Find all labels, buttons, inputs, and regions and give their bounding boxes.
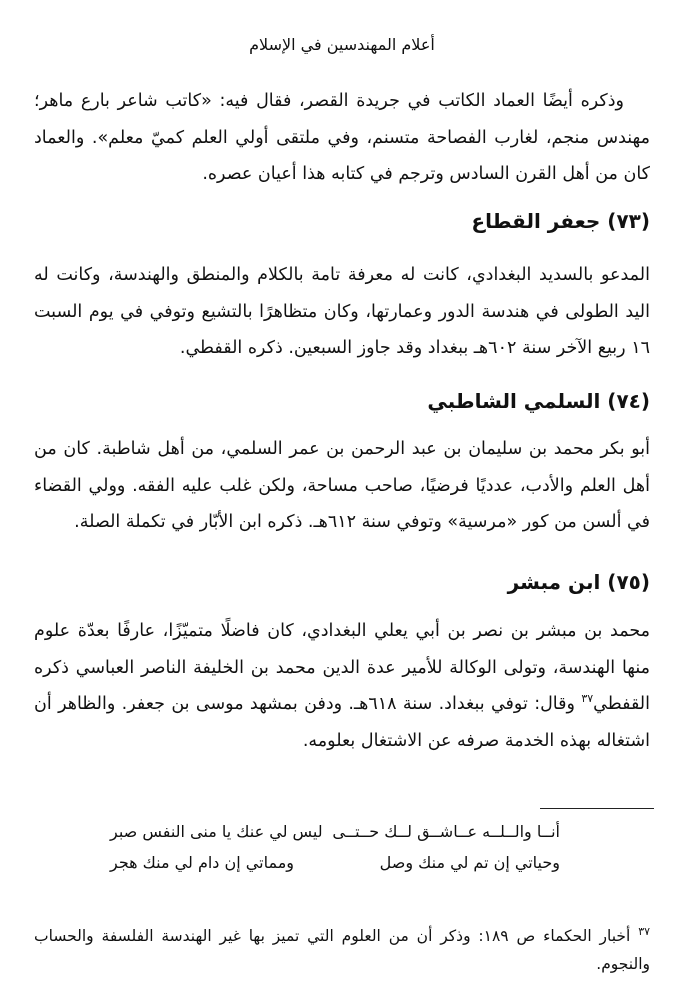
running-title: أعلام المهندسين في الإسلام bbox=[249, 35, 435, 54]
entry-text-73: المدعو بالسديد البغدادي، كانت له معرفة تامة بالكلام والمنطق والهندسة، وكانت له اليد الطولى في هندسة الدور وعمارتها، وكان متظاهرًا بالتشيع وتوفي في يوم السبت ١٦ ربيع الآخر سنة ٦٠٢هـ ببغداد وقد جاوز السبعين. ذكره القفطي. bbox=[34, 265, 650, 358]
entry-text-75 bbox=[34, 613, 650, 759]
footnote-text-line bbox=[34, 922, 650, 978]
entry-heading-73: (٧٣) جعفر القطاع bbox=[471, 209, 650, 233]
entry-heading-74: (٧٤) السلمي الشاطبي bbox=[427, 389, 650, 413]
verse-1-first-hemistich: أنــا والــلــه عــاشــق لــك حــتــى bbox=[332, 822, 560, 841]
footnote-reference[interactable]: ٣٧ bbox=[581, 692, 594, 706]
intro-paragraph bbox=[34, 83, 650, 193]
footnote bbox=[34, 922, 650, 978]
footnote-number: ٣٧ bbox=[638, 924, 651, 938]
verse-line-2 bbox=[110, 851, 560, 875]
footnote-text: أخبار الحكماء ص ١٨٩: وذكر أن من العلوم التي تميز بها غير الهندسة الفلسفة والحساب والنجوم. bbox=[34, 927, 650, 973]
footnote-divider bbox=[540, 808, 654, 809]
verse-2-second-hemistich: ومماتي إن دام لي منك هجر bbox=[110, 853, 294, 872]
entry-paragraph-74 bbox=[34, 431, 650, 541]
verse-2-first-hemistich: وحياتي إن تم لي منك وصل bbox=[379, 853, 560, 872]
verse-line-1 bbox=[110, 820, 560, 844]
entry-paragraph-73 bbox=[34, 257, 650, 367]
entry-heading-75: (٧٥) ابن مبشر bbox=[507, 570, 650, 594]
intro-text: وذكره أيضًا العماد الكاتب في جريدة القصر، فقال فيه: «كاتب شاعر بارع ماهر؛ مهندس منجم، لغارب الفصاحة متسنم، وفي ملتقى أولي العلم كميّ معلم». والعماد كان من أهل القرن السادس وترجم في كتابه هذا أعيان عصره. bbox=[34, 91, 650, 184]
verse-1-second-hemistich: ليس لي عنك يا منى النفس صبر bbox=[110, 822, 323, 841]
entry-paragraph-75 bbox=[34, 613, 650, 759]
entry-text-75-part-2: وقال: توفي ببغداد. سنة ٦١٨هـ. ودفن بمشهد موسى بن جعفر. والظاهر أن اشتغاله بهذه الخدمة صرفه عن الاشتغال بعلومه. bbox=[34, 694, 650, 751]
entry-text-75-part-1: محمد بن مبشر بن نصر بن أبي يعلي البغدادي، كان فاضلًا متميّزًا، عارفًا بعدّة علوم منها الهندسة، وتولى الوكالة للأمير عدة الدين محمد بن الخليفة الناصر العباسي ذكره القفطي bbox=[34, 621, 650, 714]
entry-text-74: أبو بكر محمد بن سليمان بن عبد الرحمن بن عمر السلمي، من أهل شاطبة. كان من أهل العلم والأدب، عدديًا فرضيًا، صاحب مساحة، ولكن غلب عليه الفقه. وولي القضاء في ألسن من كور «مرسية» وتوفي سنة ٦١٢هـ. ذكره ابن الأبّار في تكملة الصلة. bbox=[34, 439, 650, 532]
